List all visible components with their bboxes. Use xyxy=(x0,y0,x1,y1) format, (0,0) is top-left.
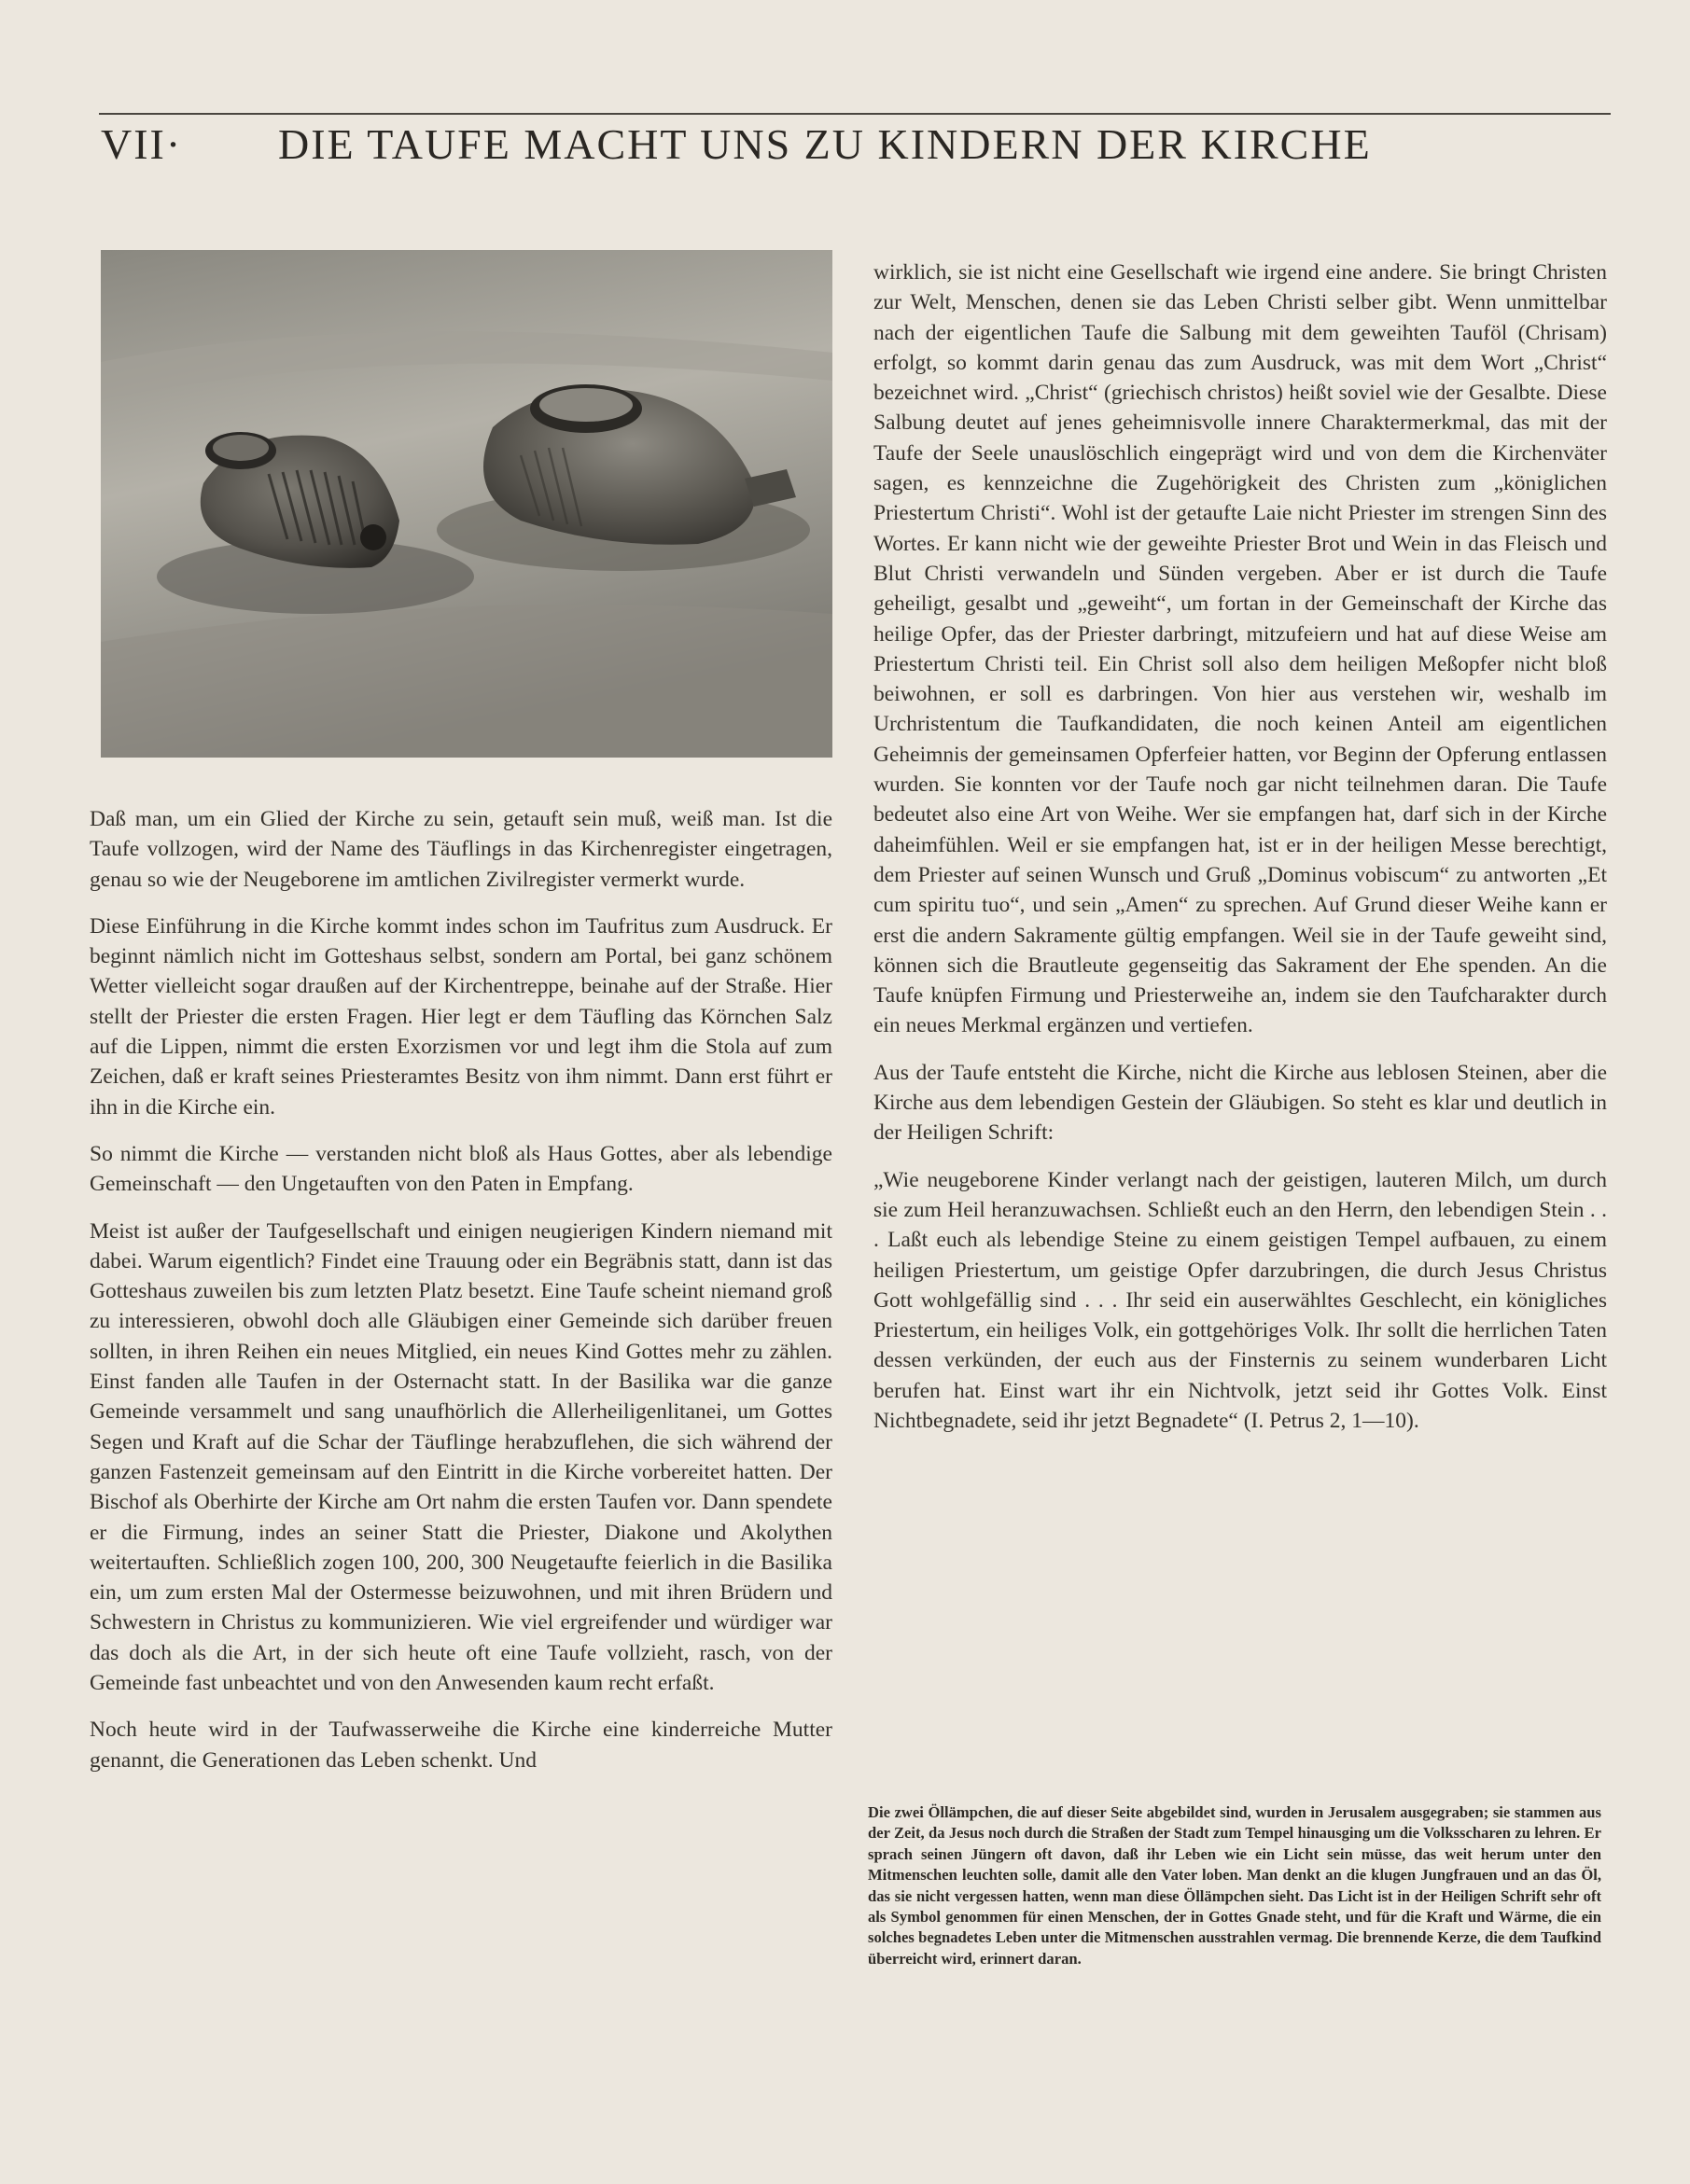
paragraph: Aus der Taufe entsteht die Kirche, nicht die Kirche aus leblosen Steinen, aber die Kirche aus dem lebendigen Gestein der Gläubigen. So steht es klar und deutlich in der Heiligen Schrift: xyxy=(873,1060,1607,1146)
paragraph: So nimmt die Kirche — verstanden nicht bloß als Haus Gottes, aber als lebendige Gemeinschaft — den Ungetauften von den Paten in Empfang. xyxy=(90,1141,832,1197)
left-column xyxy=(90,804,832,1792)
paragraph: Meist ist außer der Taufgesellschaft und einigen neugierigen Kindern niemand mit dabei. Warum eigentlich? Findet eine Trauung oder ein Begräbnis statt, dann ist das Gotteshaus zuweilen bis zum letzten Platz besetzt. Eine Taufe scheint niemand groß zu interessieren, obwohl doch alle Gläubigen einer Gemeinde sich darüber freuen sollten, in ihren Reihen ein neues Mitglied, ein neues Kind Gottes mehr zu zählen. Einst fanden alle Taufen in der Osternacht statt. In der Basilika war die ganze Gemeinde versammelt und sang unaufhörlich die Allerheiligenlitanei, um Gottes Segen und Kraft auf die Schar der Täuflinge herabzuflehen, die sich während der ganzen Fastenzeit gemeinsam auf den Eintritt in die Kirche vorbereitet hatten. Der Bischof als Oberhirte der Kirche am Ort nahm die ersten Taufen vor. Dann spendete er die Firmung, indes an seiner Statt die Priester, Diakone und Akolythen weitertauften. Schließlich zogen 100, 200, 300 Neugetaufte feierlich in die Basilika ein, um zum ersten Mal der Ostermesse beizuwohnen, und mit ihren Brüdern und Schwestern in Christus zu kommunizieren. Wie viel ergreifender und würdiger war das doch als die Art, in der sich heute oft eine Taufe vollzieht, rasch, von der Gemeinde fast unbeachtet und von den Anwesenden kaum recht erfaßt. xyxy=(90,1218,832,1696)
paragraph: Noch heute wird in der Taufwasserweihe die Kirche eine kinderreiche Mutter genannt, die Generationen das Leben schenkt. Und xyxy=(90,1718,832,1773)
photo-caption: Die zwei Öllämpchen, die auf dieser Seite abgebildet sind, wurden in Jerusalem ausgegraben; sie stammen aus der Zeit, da Jesus noch durch die Straßen der Stadt zum Tempel hinausging um die Volksscharen zu lehren. Er sprach seinen Jüngern oft davon, daß ihr Leben wie ein Licht sein müsse, das weit herum unter den Mitmenschen leuchten solle, damit alle den Vater loben. Man denkt an die klugen Jungfrauen und an das Öl, das sie nicht vergessen hatten, wenn man diese Öllämpchen sieht. Das Licht ist in der Heiligen Schrift sehr oft als Symbol genommen für einen Menschen, der in Gottes Gnade steht, und für die Kraft und Wärme, die ein solches begnadetes Leben unter die Mitmenschen ausstrahlen vermag. Die brennende Kerze, die dem Taufkind überreicht wird, erinnert daran. xyxy=(868,1803,1601,1968)
chapter-title: DIE TAUFE MACHT UNS ZU KINDERN DER KIRCHE xyxy=(278,120,1372,168)
paragraph: Diese Einführung in die Kirche kommt indes schon im Taufritus zum Ausdruck. Er beginnt nämlich nicht im Gotteshaus selbst, sondern am Portal, bei ganz schönem Wetter vielleicht sogar draußen auf der Kirchentreppe, beinahe auf der Straße. Hier stellt der Priester die ersten Fragen. Hier legt er dem Täufling das Körnchen Salz auf die Lippen, nimmt die ersten Exorzismen vor und legt ihm die Stola auf zum Zeichen, daß er kraft seines Priesteramtes Besitz von ihm nimmt. Dann erst führt er ihn in die Kirche ein. xyxy=(90,913,832,1120)
right-column xyxy=(873,257,1607,1453)
header-rule xyxy=(99,113,1611,115)
chapter-number: VII· xyxy=(101,120,183,168)
scripture-quote: „Wie neugeborene Kinder verlangt nach der geistigen, lauteren Milch, um durch sie zum Heil heranzuwachsen. Schließt euch an den Herrn, den lebendigen Stein . . . Laßt euch als lebendige Steine zu einem geistigen Tempel aufbauen, zu einem heiligen Priestertum, um geistige Opfer darzubringen, die durch Jesus Christus Gott wohlgefällig sind . . . Ihr seid ein auserwähltes Geschlecht, ein königliches Priestertum, ein heiliges Volk, ein gottgehöriges Volk. Ihr sollt die herrlichen Taten dessen verkünden, der euch aus der Finsternis zu seinem wunderbaren Licht berufen hat. Einst wart ihr ein Nichtvolk, jetzt seid ihr Gottes Volk. Einst Nichtbegnadete, seid ihr jetzt Begnadete“ (I. Petrus 2, 1—10). xyxy=(873,1167,1607,1433)
paragraph: Daß man, um ein Glied der Kirche zu sein, getauft sein muß, weiß man. Ist die Taufe vollzogen, wird der Name des Täuflings in das Kirchenregister eingetragen, genau so wie der Neugeborene im amtlichen Zivilregister vermerkt wurde. xyxy=(90,807,832,892)
oil-lamps-photo xyxy=(101,250,832,758)
paragraph: wirklich, sie ist nicht eine Gesellschaft wie irgend eine andere. Sie bringt Christen zur Welt, Menschen, denen sie das Leben Christi selber gibt. Wenn unmittelbar nach der eigentlichen Taufe die Salbung mit dem geweihten Tauföl (Chrisam) erfolgt, so kommt darin genau das zum Ausdruck, was mit dem Wort „Christ“ bezeichnet wird. „Christ“ (griechisch christos) heißt soviel wie der Gesalbte. Diese Salbung deutet auf jenes geheimnisvolle innere Charaktermerkmal, das mit der Taufe der Seele unauslöschlich eingeprägt wird und von dem die Kirchenväter sagen, es kennzeichne die Zugehörigkeit des Christen zum „königlichen Priestertum Christi“. Wohl ist der getaufte Laie nicht Priester im strengen Sinn des Wortes. Er kann nicht wie der geweihte Priester Brot und Wein in das Fleisch und Blut Christi verwandeln und Sünden vergeben. Aber er ist durch die Taufe geheiligt, gesalbt und „geweiht“, um fortan in der Gemeinschaft der Kirche das heilige Opfer, das der Priester darbringt, mitzufeiern und hat auf diese Weise am Priestertum Christi teil. Ein Christ soll also dem heiligen Meßopfer nicht bloß beiwohnen, er soll es darbringen. Von hier aus verstehen wir, weshalb im Urchristentum die Taufkandidaten, die noch keinen Anteil am eigentlichen Geheimnis der gemeinsamen Opferfeier hatten, vor Beginn der Opferung entlassen wurden. Sie konnten vor der Taufe noch gar nicht teilnehmen daran. Die Taufe bedeutet also eine Art von Weihe. Wer sie empfangen hat, darf sich in der Kirche daheimfühlen. Weil er sie empfangen hat, ist er in der heiligen Messe berechtigt, dem Priester auf seinen Wunsch und Gruß „Dominus vobiscum“ zu antworten „Et cum spiritu tuo“, und sein „Amen“ zu sprechen. Auf Grund dieser Weihe kann er erst die andern Sakramente gültig empfangen. Weil sie in der Taufe geweiht sind, können sich die Brautleute gegenseitig das Sakrament der Ehe spenden. An die Taufe knüpfen Firmung und Priesterweihe an, indem sie den Taufcharakter durch ein neues Merkmal ergänzen und vertiefen. xyxy=(873,260,1607,1038)
